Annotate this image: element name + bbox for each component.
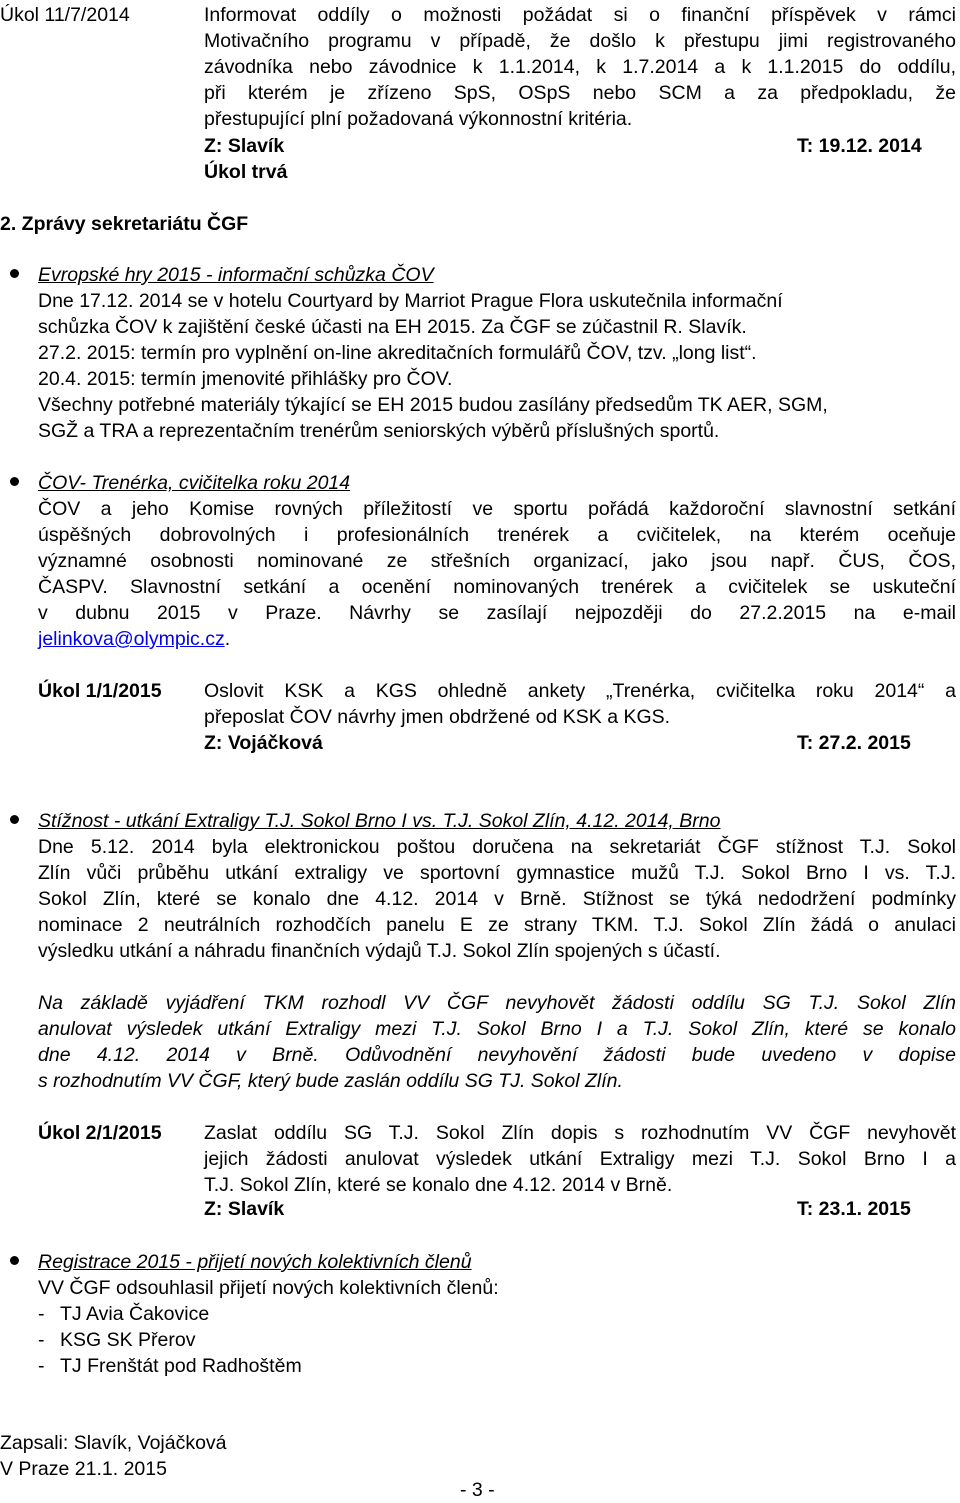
task-status: Úkol trvá [204, 161, 288, 183]
page-number: - 3 - [460, 1479, 495, 1501]
item-text-line: Dne 5.12. 2014 byla elektronickou poštou doručena na sekretariát ČGF stížnost T.J. Sokol [38, 836, 956, 858]
task-id: Úkol 2/1/2015 [38, 1122, 162, 1144]
email-link[interactable]: jelinkova@olympic.cz [38, 628, 225, 650]
task-id: Úkol 11/7/2014 [0, 4, 130, 26]
item-text-line: 20.4. 2015: termín jmenovité přihlášky pro ČOV. [38, 368, 453, 390]
dash-marker: - [38, 1329, 45, 1351]
item-text-line: úspěšných dobrovolných i profesionálních trenérek a cvičitelek, na kterém oceňuje [38, 524, 956, 546]
item-title: Stížnost - utkání Extraligy T.J. Sokol Brno I vs. T.J. Sokol Zlín, 4.12. 2014, Brno [38, 810, 721, 832]
item-title: Registrace 2015 - přijetí nových kolektivních členů [38, 1251, 472, 1273]
task-responsible: Z: Vojáčková [204, 732, 323, 754]
task-deadline: T: 23.1. 2015 [797, 1198, 911, 1220]
decision-line: Na základě vyjádření TKM rozhodl VV ČGF nevyhovět žádosti oddílu SG T.J. Sokol Zlín [38, 992, 956, 1014]
decision-line: s rozhodnutím VV ČGF, který bude zaslán oddílu SG TJ. Sokol Zlín. [38, 1070, 623, 1092]
task-text-line: jejich žádosti anulovat výsledek utkání Extraligy mezi T.J. Sokol Brno I a [204, 1148, 956, 1170]
member-item: TJ Frenštát pod Radhoštěm [60, 1355, 302, 1377]
task-responsible: Z: Slavík [204, 1198, 285, 1220]
recorded-by: Zapsali: Slavík, Vojáčková [0, 1432, 227, 1454]
task-text-line: přestupující plní požadovaná výkonnostní kritéria. [204, 108, 633, 130]
section-heading: 2. Zprávy sekretariátu ČGF [0, 213, 249, 235]
task-text-line: přeposlat ČOV návrhy jmen obdržené od KSK a KGS. [204, 706, 671, 728]
place-date: V Praze 21.1. 2015 [0, 1458, 167, 1480]
decision-line: anulovat výsledek utkání Extraligy mezi T.J. Sokol Brno I a T.J. Sokol Zlín, které se konalo [38, 1018, 956, 1040]
bullet-icon [10, 477, 19, 486]
item-text-line: Dne 17.12. 2014 se v hotelu Courtyard by Marriot Prague Flora uskutečnila informační [38, 290, 783, 312]
item-text-line: nominace 2 neutrálních rozhodčích panelu E ze strany TKM. T.J. Sokol Zlín žádá o anulaci [38, 914, 956, 936]
task-deadline: T: 19.12. 2014 [797, 135, 922, 157]
email-suffix: . [224, 628, 231, 650]
item-text-line: Sokol Zlín, které se konalo dne 4.12. 2014 v Brně. Stížnost se týká nedodržení podmínky [38, 888, 956, 910]
dash-marker: - [38, 1355, 45, 1377]
bullet-icon [10, 1256, 19, 1265]
item-text-line: SGŽ a TRA a reprezentačním trenérům seniorských výběrů příslušných sportů. [38, 420, 720, 442]
task-text-line: Zaslat oddílu SG T.J. Sokol Zlín dopis s rozhodnutím VV ČGF nevyhovět [204, 1122, 956, 1144]
item-text-line: ČOV a jeho Komise rovných příležitostí ve sportu pořádá každoroční slavnostní setkání [38, 498, 956, 520]
dash-marker: - [38, 1303, 45, 1325]
item-text-line: Zlín vůči průběhu utkání extraligy ve sportovní gymnastice mužů T.J. Sokol Brno I vs. T.J. [38, 862, 956, 884]
item-title: Evropské hry 2015 - informační schůzka ČOV [38, 264, 434, 286]
decision-line: dne 4.12. 2014 v Brně. Odůvodnění nevyhovění žádosti bude uvedeno v dopise [38, 1044, 956, 1066]
email-line [38, 626, 230, 652]
member-item: TJ Avia Čakovice [60, 1303, 210, 1325]
task-text-line: Informovat oddíly o možnosti požádat si o finanční příspěvek v rámci [204, 4, 956, 26]
item-title: ČOV- Trenérka, cvičitelka roku 2014 [38, 472, 351, 494]
item-text-line: v dubnu 2015 v Praze. Návrhy se zasílají nejpozději do 27.2.2015 na e-mail [38, 602, 956, 624]
task-text-line: při kterém je zřízeno SpS, OSpS nebo SCM a za předpokladu, že [204, 82, 956, 104]
item-text-line: významné osobnosti nominované ze střešních organizací, jako jsou např. ČUS, ČOS, [38, 550, 956, 572]
task-text-line: Oslovit KSK a KGS ohledně ankety „Trenérka, cvičitelka roku 2014“ a [204, 680, 956, 702]
bullet-icon [10, 269, 19, 278]
item-text-line: 27.2. 2015: termín pro vyplnění on-line akreditačních formulářů ČOV, tzv. „long list“. [38, 342, 757, 364]
task-text-line: T.J. Sokol Zlín, které se konalo dne 4.12. 2014 v Brně. [204, 1174, 673, 1196]
item-text-line: ČASPV. Slavnostní setkání a ocenění nominovaných trenérek a cvičitelek se uskuteční [38, 576, 956, 598]
item-text-line: VV ČGF odsouhlasil přijetí nových kolektivních členů: [38, 1277, 499, 1299]
task-text-line: Motivačního programu v případě, že došlo k přestupu jimi registrovaného [204, 30, 956, 52]
bullet-icon [10, 815, 19, 824]
task-text-line: závodníka nebo závodnice k 1.1.2014, k 1.7.2014 a k 1.1.2015 do oddílu, [204, 56, 956, 78]
task-id: Úkol 1/1/2015 [38, 680, 162, 702]
task-deadline: T: 27.2. 2015 [797, 732, 911, 754]
item-text-line: výsledku utkání a náhradu finančních výdajů T.J. Sokol Zlín spojených s účastí. [38, 940, 721, 962]
item-text-line: Všechny potřebné materiály týkající se EH 2015 budou zasílány předsedům TK AER, SGM, [38, 394, 828, 416]
task-responsible: Z: Slavík [204, 135, 285, 157]
member-item: KSG SK Přerov [60, 1329, 196, 1351]
item-text-line: schůzka ČOV k zajištění české účasti na EH 2015. Za ČGF se zúčastnil R. Slavík. [38, 316, 747, 338]
